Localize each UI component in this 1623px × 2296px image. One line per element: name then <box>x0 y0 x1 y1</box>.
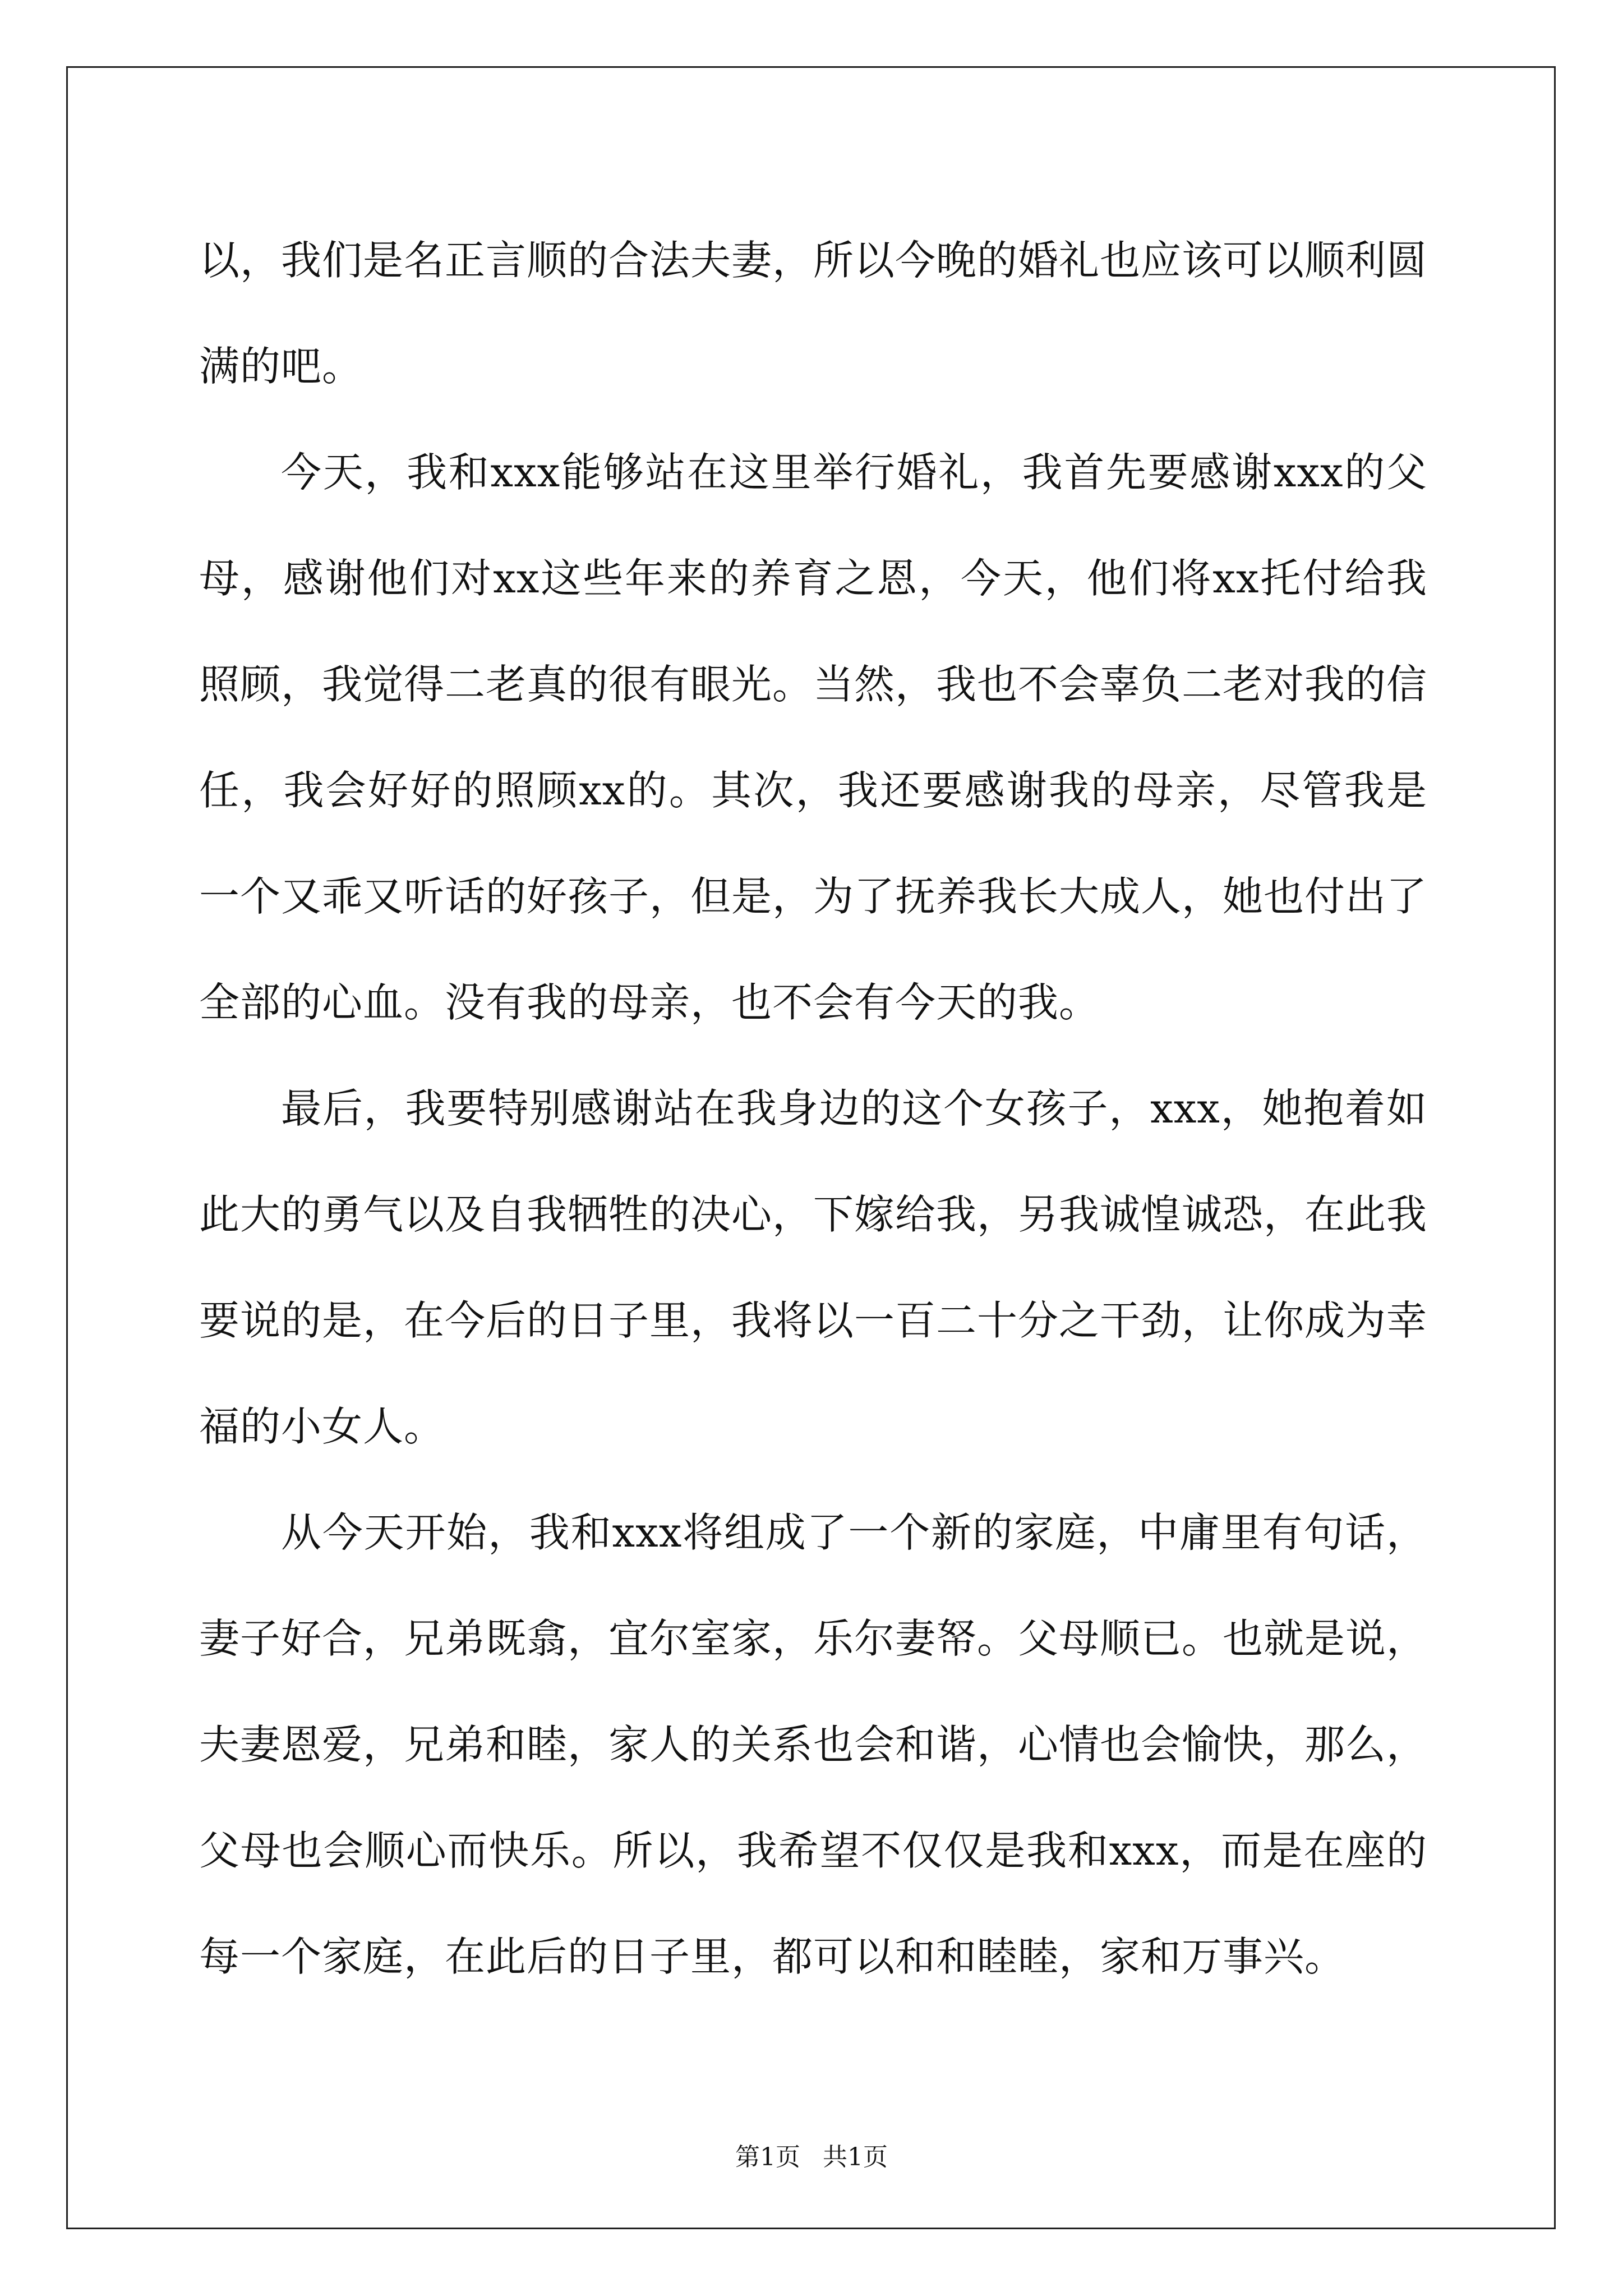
paragraph-4: 从今天开始，我和xxx将组成了一个新的家庭，中庸里有句话，妻子好合，兄弟既翕，宜尔室家，乐尔妻帑。父母顺已。也就是说，夫妻恩爱，兄弟和睦，家人的关系也会和谐，心情也会愉快，那么，父母也会顺心而快乐。所以，我希望不仅仅是我和xxx，而是在座的每一个家庭，在此后的日子里，都可以和和睦睦，家和万事兴。 <box>199 1509 1428 1980</box>
page-number-total: 共1页 <box>823 2143 888 2171</box>
paragraph-2: 今天，我和xxx能够站在这里举行婚礼，我首先要感谢xxx的父母，感谢他们对xx这些年来的养育之恩，今天，他们将xx托付给我照顾，我觉得二老真的很有眼光。当然，我也不会辜负二老对我的信任，我会好好的照顾xx的。其次，我还要感谢我的母亲，尽管我是一个又乖又听话的好孩子，但是，为了抚养我长大成人，她也付出了全部的心血。没有我的母亲，也不会有今天的我。 <box>199 449 1428 1026</box>
document-body <box>199 208 1427 2010</box>
paragraph-1: 以，我们是名正言顺的合法夫妻，所以今晚的婚礼也应该可以顺利圆满的吧。 <box>199 237 1428 390</box>
page-footer <box>0 2142 1623 2173</box>
paragraph-3: 最后，我要特别感谢站在我身边的这个女孩子，xxx，她抱着如此大的勇气以及自我牺牲的决心，下嫁给我，另我诚惶诚恐，在此我要说的是，在今后的日子里，我将以一百二十分之干劲，让你成为幸福的小女人。 <box>199 1085 1428 1450</box>
page-number-current: 第1页 <box>735 2143 800 2171</box>
